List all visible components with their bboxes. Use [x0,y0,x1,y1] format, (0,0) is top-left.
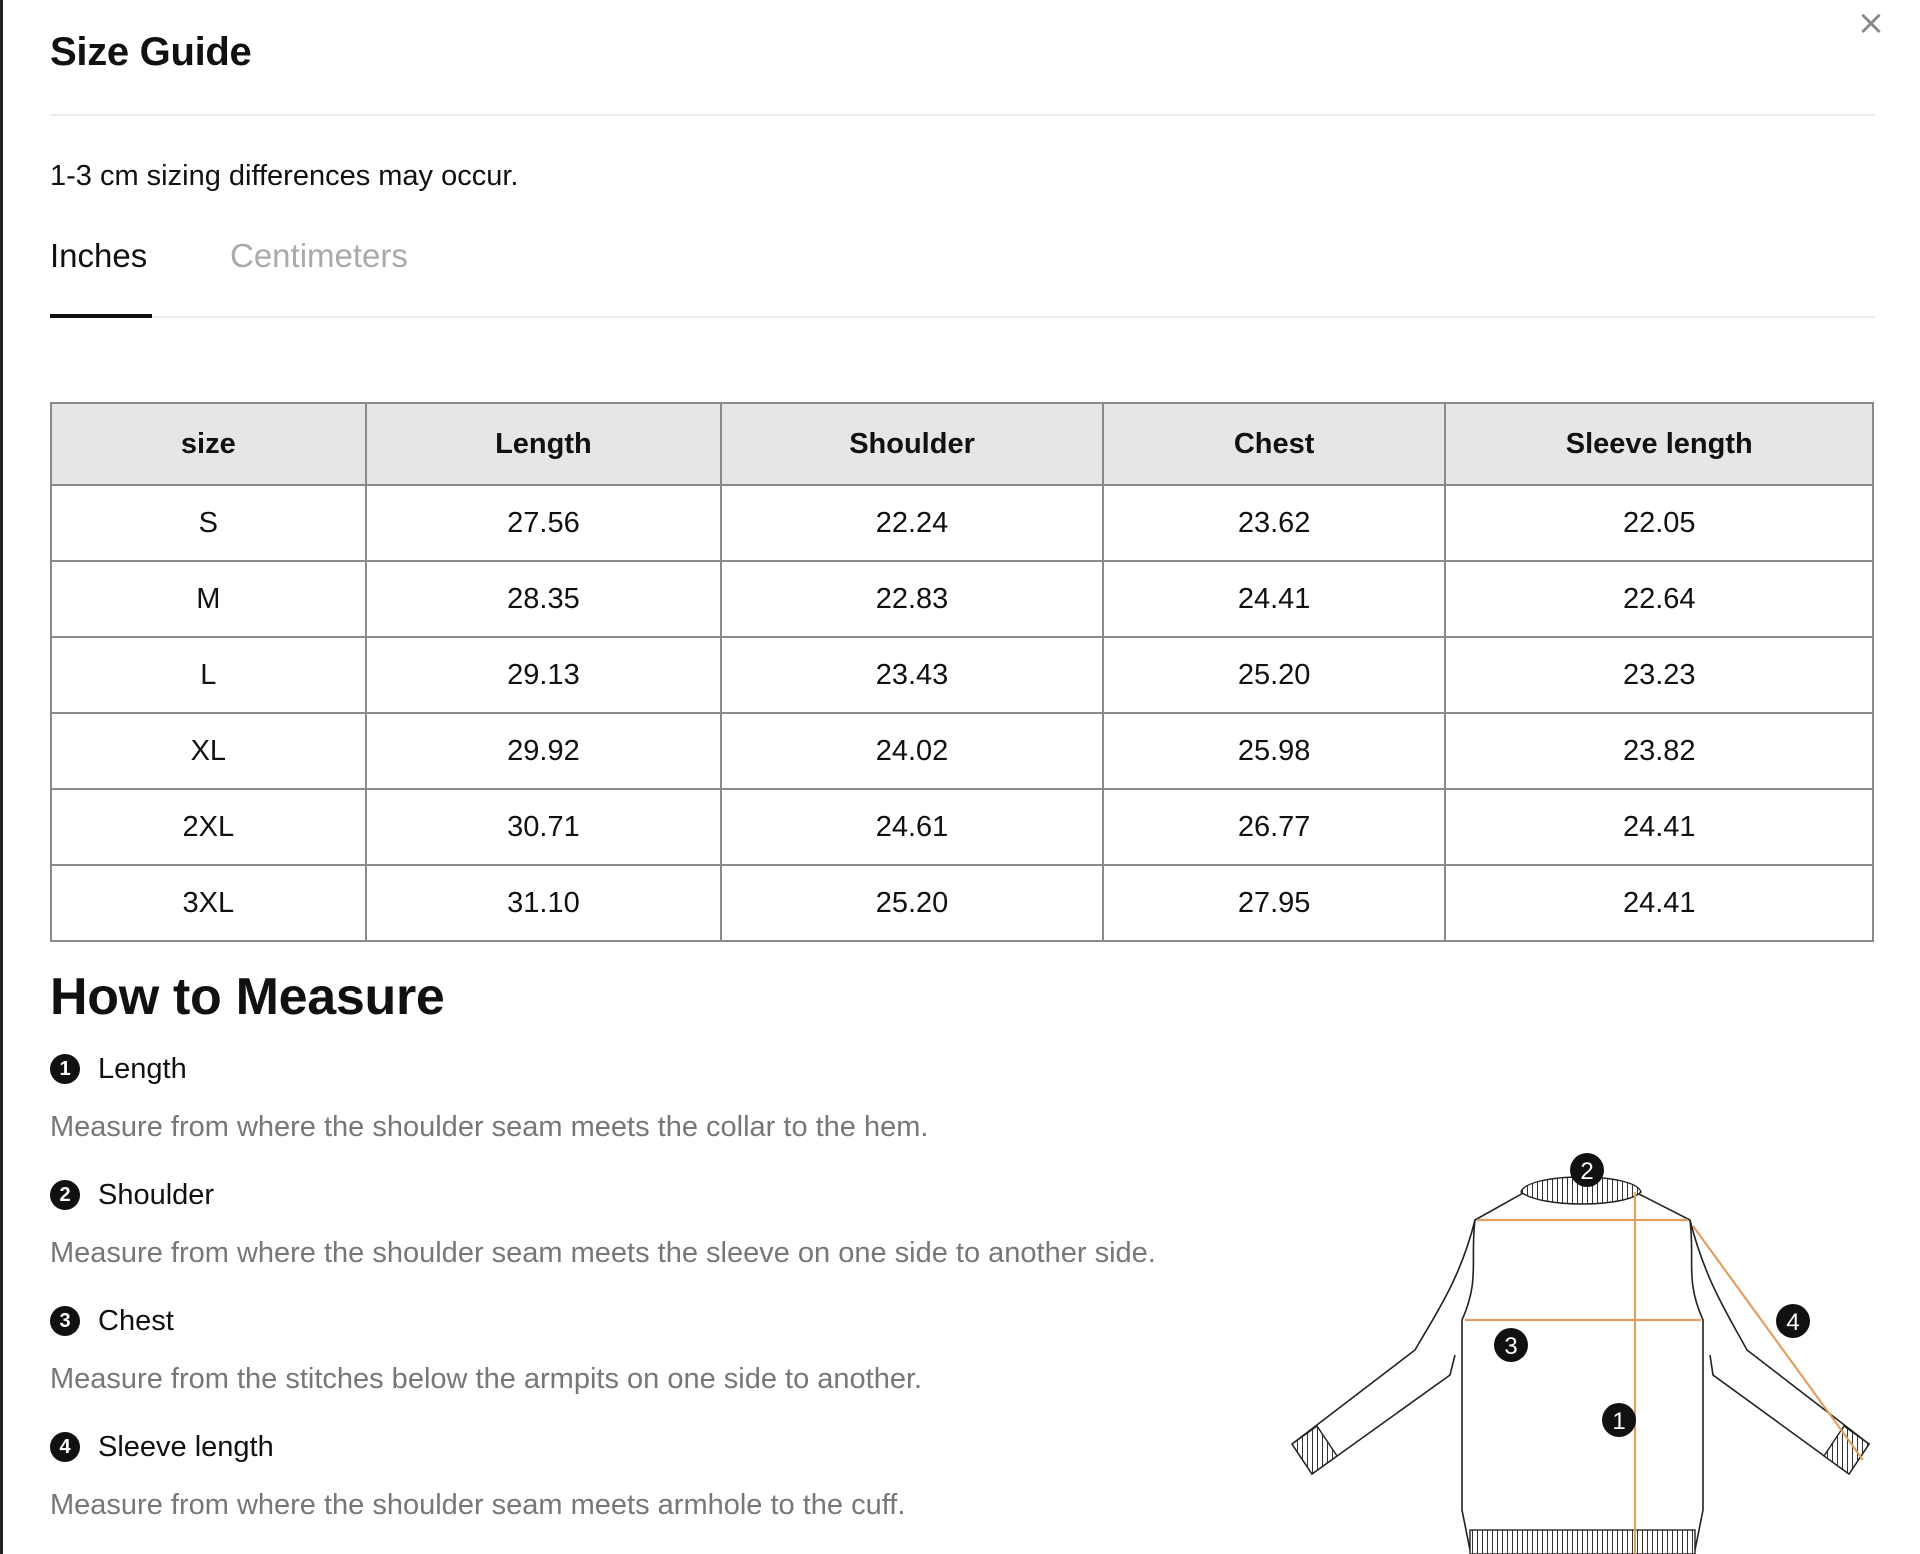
table-row [51,637,1873,713]
dialog-title: Size Guide [50,30,252,74]
table-row [51,561,1873,637]
how-to-measure-title: How to Measure [50,968,445,1026]
table-cell: 29.13 [366,637,722,713]
header-size: size [51,403,366,485]
table-cell: 25.98 [1103,713,1446,789]
marker-1-icon [1602,1403,1636,1437]
header-length: Length [366,403,722,485]
table-cell: 22.05 [1445,485,1873,561]
marker-2-icon [1570,1153,1604,1187]
table-row [51,865,1873,941]
measure-item-desc: Measure from where the shoulder seam meets the collar to the hem. [50,1111,929,1143]
measure-item-desc: Measure from where the shoulder seam meets the sleeve on one side to another side. [50,1237,1156,1269]
number-badge-icon: 1 [50,1054,80,1084]
header-chest: Chest [1103,403,1446,485]
table-cell: 27.95 [1103,865,1446,941]
svg-text:3: 3 [1504,1333,1518,1360]
sweater-measure-diagram [1265,1130,1885,1554]
marker-4-icon [1776,1304,1810,1338]
left-edge-border [0,0,3,1554]
table-cell: 28.35 [366,561,722,637]
table-cell: 24.61 [721,789,1103,865]
number-badge-icon: 4 [50,1432,80,1462]
measure-item-label: Length [98,1053,187,1085]
table-row [51,789,1873,865]
unit-tabs [50,234,1874,318]
table-row [51,713,1873,789]
table-cell: XL [51,713,366,789]
svg-text:2: 2 [1580,1158,1594,1185]
table-cell: 25.20 [721,865,1103,941]
table-cell: 24.41 [1445,865,1873,941]
table-cell: L [51,637,366,713]
header-shoulder: Shoulder [721,403,1103,485]
active-tab-indicator [50,314,152,318]
table-cell: 24.02 [721,713,1103,789]
number-badge-icon: 3 [50,1306,80,1336]
table-cell: M [51,561,366,637]
table-cell: S [51,485,366,561]
size-table [50,402,1874,942]
table-row [51,485,1873,561]
table-cell: 26.77 [1103,789,1446,865]
table-cell: 24.41 [1103,561,1446,637]
tab-inches[interactable]: Inches [50,237,148,274]
table-cell: 23.62 [1103,485,1446,561]
table-cell: 22.64 [1445,561,1873,637]
table-cell: 23.23 [1445,637,1873,713]
sizing-note: 1-3 cm sizing differences may occur. [50,160,519,192]
table-cell: 29.92 [366,713,722,789]
table-cell: 31.10 [366,865,722,941]
table-header-row [51,403,1873,485]
table-cell: 23.43 [721,637,1103,713]
measure-item-label: Shoulder [98,1179,215,1211]
title-divider [50,114,1874,116]
close-icon[interactable]: × [1856,3,1886,43]
measure-item-desc: Measure from the stitches below the armpits on one side to another. [50,1363,923,1395]
table-cell: 27.56 [366,485,722,561]
table-cell: 22.83 [721,561,1103,637]
measure-item-desc: Measure from where the shoulder seam meets armhole to the cuff. [50,1489,906,1521]
tab-centimeters[interactable]: Centimeters [230,237,408,274]
table-cell: 2XL [51,789,366,865]
sweater-outline [1292,1192,1869,1550]
table-cell: 22.24 [721,485,1103,561]
table-cell: 24.41 [1445,789,1873,865]
svg-text:1: 1 [1612,1408,1626,1435]
marker-3-icon [1494,1328,1528,1362]
table-cell: 3XL [51,865,366,941]
svg-text:4: 4 [1786,1309,1800,1336]
measure-item-label: Chest [98,1305,174,1337]
table-cell: 25.20 [1103,637,1446,713]
table-cell: 23.82 [1445,713,1873,789]
sweater-hem [1470,1530,1695,1554]
table-cell: 30.71 [366,789,722,865]
size-guide-dialog [50,0,1874,1521]
header-sleeve-length: Sleeve length [1445,403,1873,485]
number-badge-icon: 2 [50,1180,80,1210]
measure-item-label: Sleeve length [98,1431,274,1463]
